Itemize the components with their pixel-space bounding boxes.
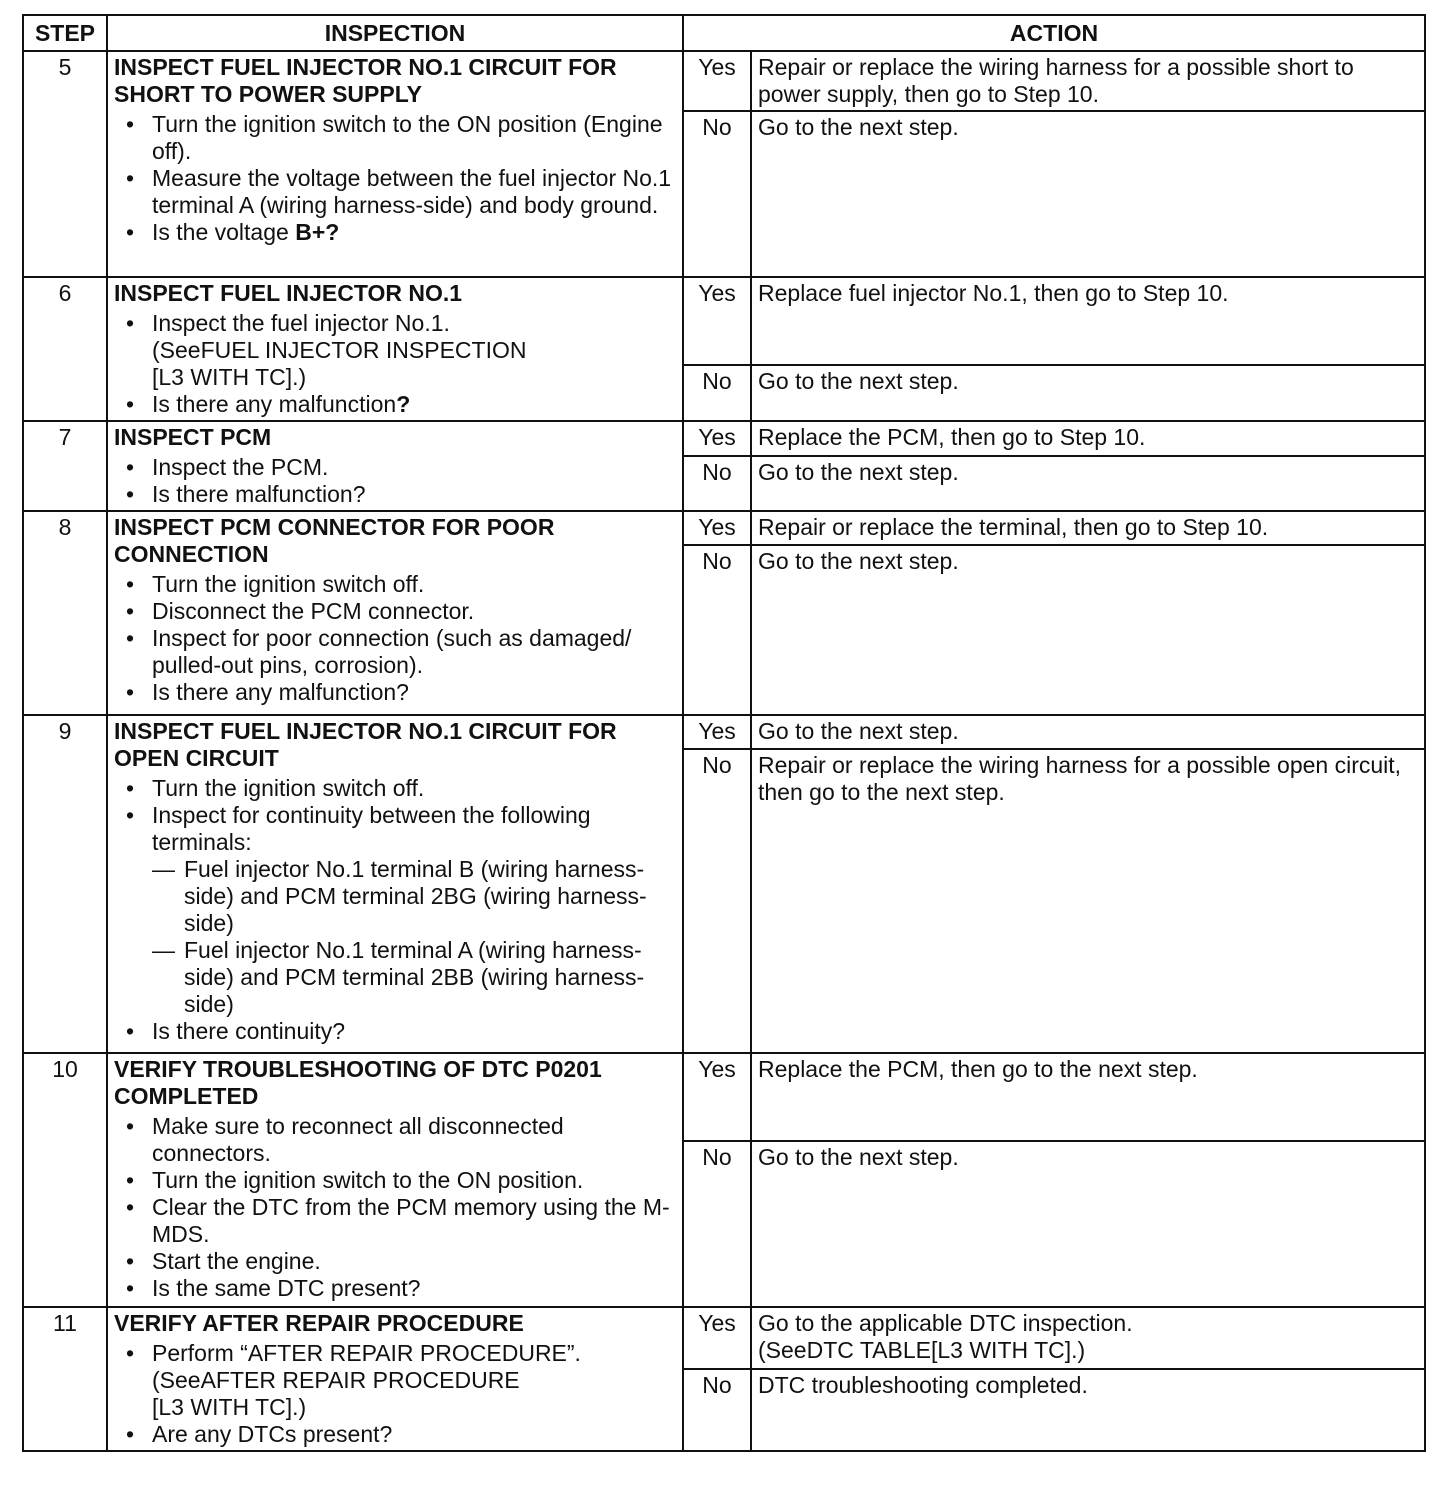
inspection-bullet: • Is there any malfunction? [114, 679, 676, 706]
step-number: 11 [23, 1307, 107, 1451]
inspection-title: INSPECT PCM CONNECTOR FOR POOR CONNECTION [114, 514, 555, 567]
bullet-text: Is the voltage [152, 219, 296, 245]
inspection-bullet: • Are any DTCs present? [114, 1421, 676, 1448]
step-header: STEP [23, 15, 107, 51]
no-label: No [683, 1369, 751, 1451]
no-label: No [683, 749, 751, 1053]
inspection-cell [107, 277, 683, 421]
no-label: No [683, 1141, 751, 1307]
inspection-bullet: • Is there continuity? [114, 1018, 676, 1045]
step-number: 8 [23, 511, 107, 715]
inspection-bullet [114, 391, 676, 418]
step-number: 10 [23, 1053, 107, 1307]
header-row [23, 15, 1425, 51]
inspection-title: VERIFY TROUBLESHOOTING OF DTC P0201 COMPLETED [114, 1056, 602, 1109]
no-label: No [683, 545, 751, 715]
inspection-title: VERIFY AFTER REPAIR PROCEDURE [114, 1310, 524, 1336]
inspection-bullet: • Inspect the fuel injector No.1. (SeeFUEL INJECTOR INSPECTION [L3 WITH TC].) [114, 310, 676, 391]
yes-action: Go to the applicable DTC inspection. (SeeDTC TABLE[L3 WITH TC].) [751, 1307, 1425, 1369]
inspection-bullet: • Inspect for poor connection (such as damaged/ pulled-out pins, corrosion). [114, 625, 676, 679]
yes-label: Yes [683, 277, 751, 365]
bullet-bold-text: ? [396, 391, 411, 417]
inspection-bullet: • Measure the voltage between the fuel injector No.1 terminal A (wiring harness-side) and body ground. [114, 165, 676, 219]
inspection-bullet: • Turn the ignition switch off. [114, 571, 676, 598]
dash-item: — Fuel injector No.1 terminal A (wiring harness-side) and PCM terminal 2BB (wiring harness-side) [152, 937, 676, 1018]
inspection-bullet: • Perform “AFTER REPAIR PROCEDURE”. (SeeAFTER REPAIR PROCEDURE [L3 WITH TC].) [114, 1340, 676, 1421]
step-row-8-yes [23, 511, 1425, 545]
inspection-cell [107, 51, 683, 277]
step-number: 9 [23, 715, 107, 1053]
step-row-11-yes [23, 1307, 1425, 1369]
inspection-bullet [114, 802, 676, 1018]
yes-action: Go to the next step. [751, 715, 1425, 749]
inspection-bullet: • Start the engine. [114, 1248, 676, 1275]
inspection-cell [107, 421, 683, 511]
inspection-cell [107, 511, 683, 715]
no-action: Go to the next step. [751, 456, 1425, 511]
step-row-10-yes [23, 1053, 1425, 1141]
inspection-bullet: • Make sure to reconnect all disconnected connectors. [114, 1113, 676, 1167]
inspection-bullet: • Is the same DTC present? [114, 1275, 676, 1302]
yes-label: Yes [683, 421, 751, 456]
bullet-text: Inspect for continuity between the following terminals: [152, 802, 591, 855]
bullet-bold-text: B+? [295, 219, 340, 245]
yes-label: Yes [683, 1307, 751, 1369]
yes-label: Yes [683, 511, 751, 545]
yes-action: Replace the PCM, then go to Step 10. [751, 421, 1425, 456]
inspection-title: INSPECT FUEL INJECTOR NO.1 [114, 280, 463, 306]
inspection-title: INSPECT PCM [114, 424, 272, 450]
yes-action: Replace fuel injector No.1, then go to Step 10. [751, 277, 1425, 365]
bullet-text: Is there any malfunction [152, 391, 397, 417]
yes-action: Repair or replace the wiring harness for a possible short to power supply, then go to Step 10. [751, 51, 1425, 111]
inspection-bullet: • Disconnect the PCM connector. [114, 598, 676, 625]
inspection-bullet: • Clear the DTC from the PCM memory using the M-MDS. [114, 1194, 676, 1248]
yes-label: Yes [683, 1053, 751, 1141]
no-action: Repair or replace the wiring harness for a possible open circuit, then go to the next step. [751, 749, 1425, 1053]
inspection-bullet: • Is there malfunction? [114, 481, 676, 508]
step-row-6-yes [23, 277, 1425, 365]
step-number: 5 [23, 51, 107, 277]
yes-action: Replace the PCM, then go to the next step. [751, 1053, 1425, 1141]
inspection-bullet: • Turn the ignition switch to the ON position (Engine off). [114, 111, 676, 165]
no-action: Go to the next step. [751, 1141, 1425, 1307]
action-header: ACTION [683, 15, 1425, 51]
yes-label: Yes [683, 715, 751, 749]
inspection-title: INSPECT FUEL INJECTOR NO.1 CIRCUIT FOR SHORT TO POWER SUPPLY [114, 54, 617, 107]
inspection-header: INSPECTION [107, 15, 683, 51]
no-label: No [683, 111, 751, 277]
inspection-bullet: • Turn the ignition switch to the ON position. [114, 1167, 676, 1194]
no-label: No [683, 456, 751, 511]
dash-item: — Fuel injector No.1 terminal B (wiring harness-side) and PCM terminal 2BG (wiring harness-side) [152, 856, 676, 937]
inspection-cell [107, 1307, 683, 1451]
inspection-bullet: • Turn the ignition switch off. [114, 775, 676, 802]
no-action: Go to the next step. [751, 365, 1425, 421]
inspection-title: INSPECT FUEL INJECTOR NO.1 CIRCUIT FOR OPEN CIRCUIT [114, 718, 617, 771]
step-row-5-yes [23, 51, 1425, 111]
step-number: 7 [23, 421, 107, 511]
step-row-7-yes [23, 421, 1425, 456]
inspection-bullet: • Inspect the PCM. [114, 454, 676, 481]
inspection-cell [107, 715, 683, 1053]
no-action: Go to the next step. [751, 111, 1425, 277]
no-action: Go to the next step. [751, 545, 1425, 715]
inspection-cell [107, 1053, 683, 1307]
yes-action: Repair or replace the terminal, then go to Step 10. [751, 511, 1425, 545]
step-row-9-yes [23, 715, 1425, 749]
diagnostic-table [22, 14, 1426, 1452]
yes-label: Yes [683, 51, 751, 111]
no-action: DTC troubleshooting completed. [751, 1369, 1425, 1451]
no-label: No [683, 365, 751, 421]
step-number: 6 [23, 277, 107, 421]
inspection-bullet [114, 219, 676, 246]
